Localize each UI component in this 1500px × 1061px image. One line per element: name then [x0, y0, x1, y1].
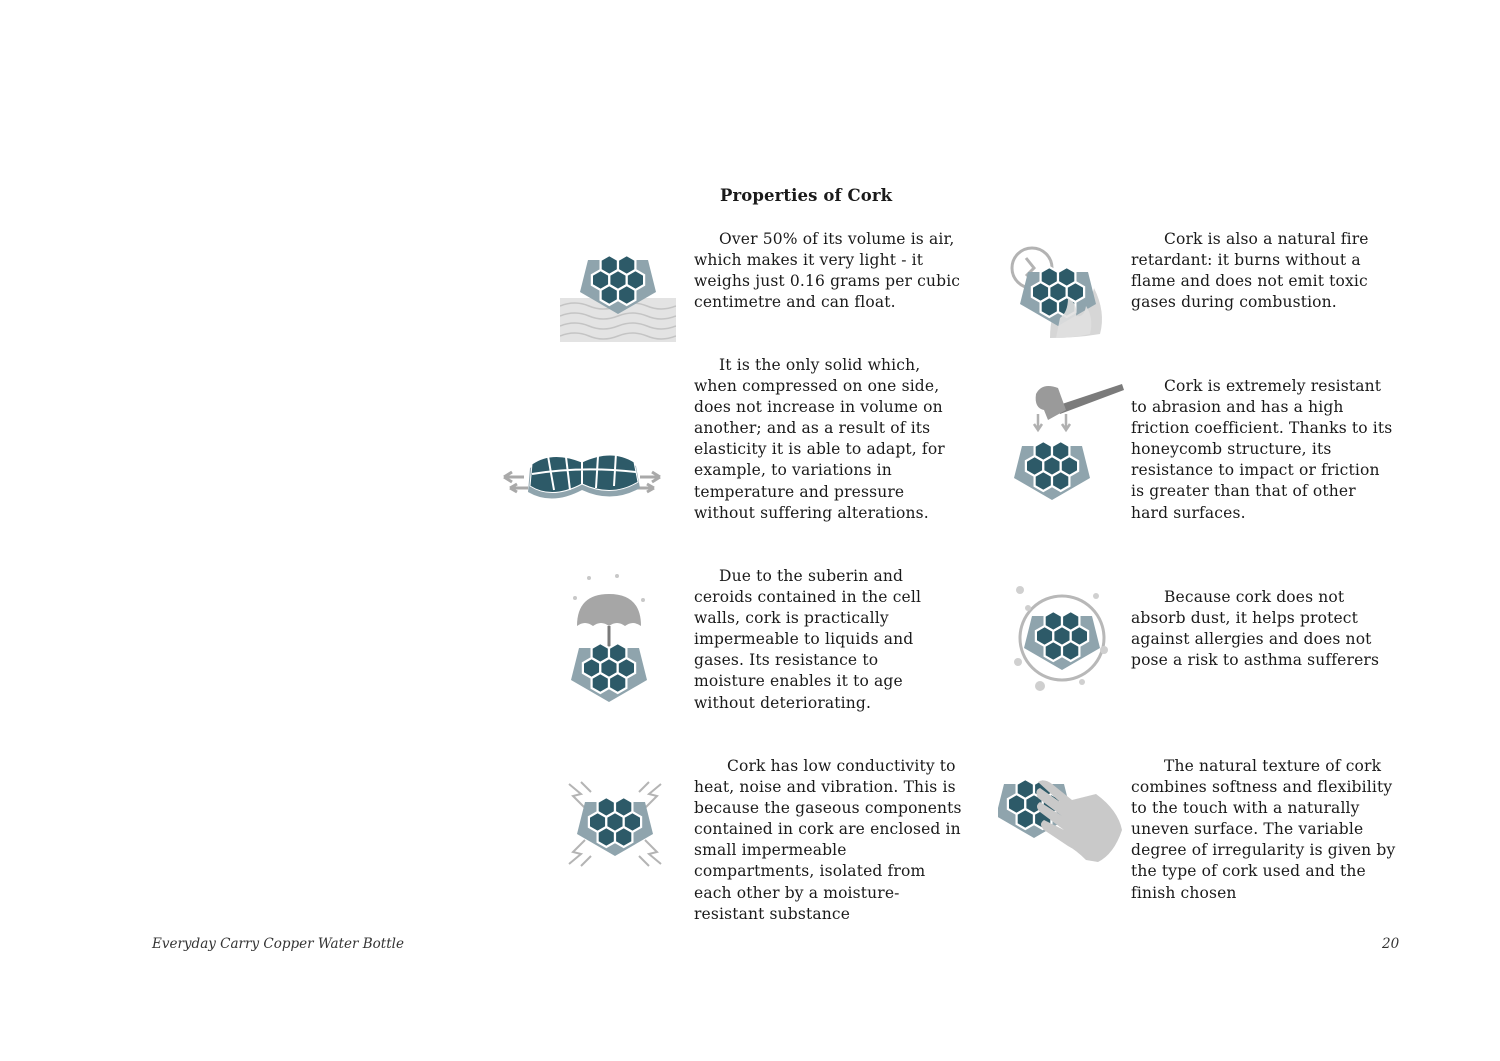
compression-icon — [502, 444, 662, 510]
footer-document-title: Everyday Carry Copper Water Bottle — [152, 936, 404, 952]
hand-texture-icon — [998, 760, 1126, 864]
property-text-texture: The natural texture of cork combines softness and flexibility to the touch with a naturally uneven surface. The variable degree of irregularity is given by the type of cork used and the finish chosen — [1131, 757, 1396, 902]
property-text-compression: It is the only solid which, when compressed on one side, does not increase in volume on another; and as a result of its elasticity it is able to adapt, for example, to variations in temperature and pressure without suffering alterations. — [694, 356, 945, 522]
floating-cork-icon — [560, 242, 676, 342]
hammer-abrasion-icon — [1008, 380, 1126, 502]
property-text-abrasion: Cork is extremely resistant to abrasion and has a high friction coefficient. Thanks to its honeycomb structure, its resistance to impact or friction is greater than that of other hard surfaces. — [1131, 377, 1393, 522]
insulation-icon — [563, 778, 667, 870]
footer-page-number: 20 — [1382, 936, 1400, 952]
dust-protection-icon — [1012, 584, 1112, 694]
property-text-impermeability: Due to the suberin and ceroids contained in the cell walls, cork is practically impermeable to liquids and gases. Its resistance to moisture enables it to age without deteriorating. — [694, 567, 922, 712]
umbrella-impermeable-icon — [567, 574, 651, 706]
property-text-dust: Because cork does not absorb dust, it helps protect against allergies and does not pose a risk to asthma sufferers — [1131, 588, 1380, 670]
fire-retardant-icon — [1006, 242, 1110, 342]
property-text-insulation: Cork has low conductivity to heat, noise and vibration. This is because the gaseous components contained in cork are enclosed in small impermeable compartments, isolated from each other by a moisture-resistant substance — [694, 757, 962, 923]
property-text-fire-retardant: Cork is also a natural fire retardant: it burns without a flame and does not emit toxic gases during combustion. — [1131, 230, 1369, 312]
property-text-lightness: Over 50% of its volume is air, which makes it very light - it weighs just 0.16 grams per cubic centimetre and can float. — [694, 230, 961, 312]
page-title: Properties of Cork — [720, 186, 893, 205]
